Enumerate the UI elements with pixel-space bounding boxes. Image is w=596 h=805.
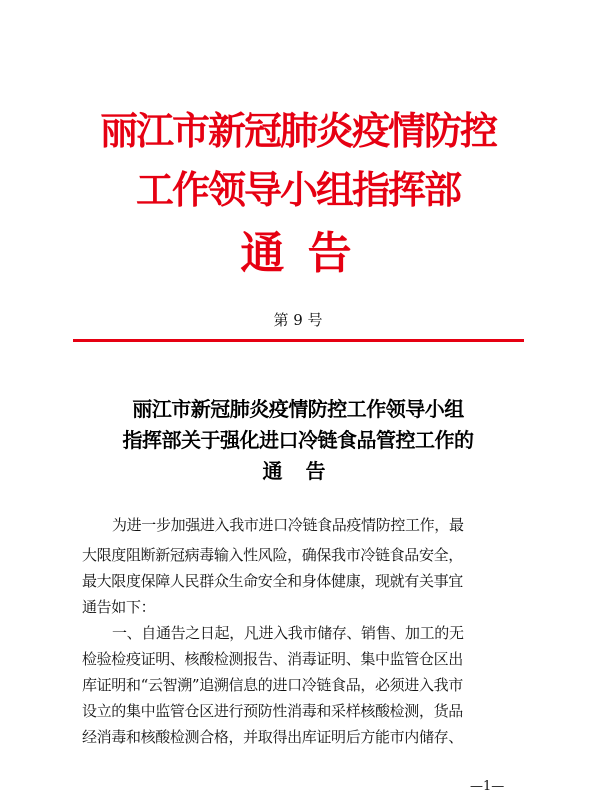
document-number: 第 9 号 (273, 311, 323, 329)
issuing-org-title-line-1: 丽江市新冠肺炎疫情防控 (99, 108, 496, 153)
body-text-line: 通告如下： (82, 598, 156, 616)
body-text-line: 大限度阻断新冠病毒输入性风险，确保我市冷链食品安全， (82, 546, 463, 564)
notice-heading: 通 告 (240, 228, 356, 279)
subject-title-line-2: 指挥部关于强化进口冷链食品管控工作的 (122, 428, 474, 452)
subject-title-line-1: 丽江市新冠肺炎疫情防控工作领导小组 (132, 397, 464, 421)
red-divider-line (73, 339, 524, 342)
body-text-line: 最大限度保障人民群众生命安全和身体健康，现就有关事宜 (82, 572, 463, 590)
page-number: —1— (470, 779, 505, 794)
body-text-line: 一、自通告之日起，凡进入我市储存、销售、加工的无 (112, 624, 464, 642)
body-text-line: 检验检疫证明、核酸检测报告、消毒证明、集中监管仓区出 (82, 650, 463, 668)
issuing-org-title-line-2: 工作领导小组指挥部 (135, 167, 460, 212)
body-text-line: 库证明和“云智溯”追溯信息的进口冷链食品，必须进入我市 (82, 676, 463, 694)
body-text-line: 为进一步加强进入我市进口冷链食品疫情防控工作，最 (112, 516, 464, 534)
body-text-line: 设立的集中监管仓区进行预防性消毒和采样核酸检测，货品 (82, 702, 463, 720)
subject-title-line-3: 通 告 (262, 459, 334, 483)
body-text-line: 经消毒和核酸检测合格，并取得出库证明后方能市内储存、 (82, 728, 463, 746)
